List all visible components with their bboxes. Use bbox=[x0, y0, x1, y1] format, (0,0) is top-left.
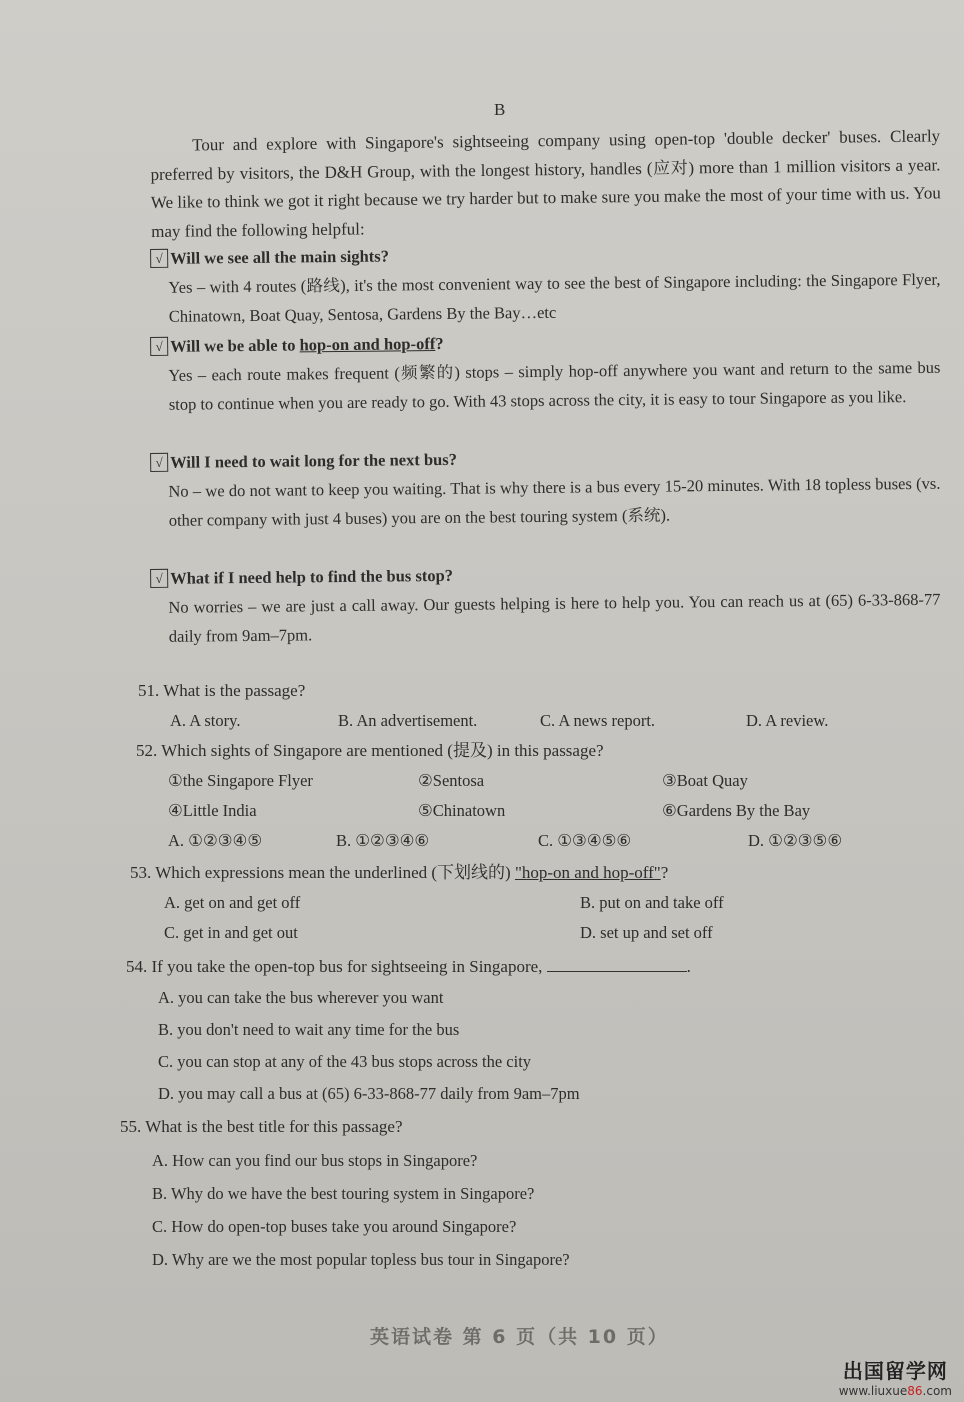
option-c[interactable]: C. A news report. bbox=[540, 711, 656, 730]
faq-answer: No – we do not want to keep you waiting. That is why there is a bus every 15-20 minutes. With 18 topless buses (vs. other company with just 4 buses) you are on the best touring system (系统). bbox=[168, 473, 941, 530]
watermark-url: www.liuxue86.com bbox=[838, 1384, 952, 1398]
option-c[interactable]: C. you can stop at any of the 43 bus stops across the city bbox=[158, 1052, 532, 1071]
faq-item-4 bbox=[150, 556, 941, 651]
option-b[interactable]: B. An advertisement. bbox=[338, 711, 478, 730]
check-box-icon: √ bbox=[150, 569, 168, 588]
faq-question: Will I need to wait long for the next bus? bbox=[170, 449, 458, 472]
question-51-options bbox=[170, 706, 828, 736]
option-c[interactable]: C. get in and get out bbox=[164, 923, 298, 942]
sight-item: ①the Singapore Flyer bbox=[168, 771, 313, 790]
sight-item: ③Boat Quay bbox=[662, 771, 748, 790]
option-d[interactable]: D. you may call a bus at (65) 6-33-868-77 daily from 9am–7pm bbox=[158, 1084, 580, 1103]
faq-answer: No worries – we are just a call away. Our guests helping is here to help you. You can reach us at (65) 6-33-868-77 daily from 9am–7pm. bbox=[168, 589, 941, 646]
option-a[interactable]: A. A story. bbox=[170, 711, 241, 730]
faq-question: Will we be able to hop-on and hop-off? bbox=[170, 333, 444, 356]
check-box-icon: √ bbox=[150, 249, 168, 268]
question-52: 52. Which sights of Singapore are mentioned (提及) in this passage? bbox=[136, 741, 604, 760]
option-d[interactable]: D. ①②③⑤⑥ bbox=[748, 831, 843, 850]
faq-item-3 bbox=[150, 440, 941, 535]
sight-item: ⑤Chinatown bbox=[418, 801, 506, 820]
option-b[interactable]: B. you don't need to wait any time for the bus bbox=[158, 1020, 460, 1039]
section-letter: B bbox=[494, 100, 506, 119]
option-b[interactable]: B. put on and take off bbox=[580, 893, 724, 912]
page-footer: 英语试卷 第 6 页（共 10 页） bbox=[370, 1326, 669, 1348]
option-a[interactable]: A. How can you find our bus stops in Singapore? bbox=[152, 1151, 478, 1170]
check-box-icon: √ bbox=[150, 453, 168, 472]
site-watermark bbox=[839, 1355, 952, 1398]
question-51: 51. What is the passage? bbox=[138, 681, 306, 700]
question-54: 54. If you take the open-top bus for sightseeing in Singapore, . bbox=[126, 952, 691, 981]
option-d[interactable]: D. Why are we the most popular topless bus tour in Singapore? bbox=[152, 1250, 570, 1269]
faq-answer: Yes – each route makes frequent (频繁的) stops – simply hop-off anywhere you want and return to the same bus stop to continue when you are ready to go. With 43 stops across the city, it is easy to tour Singapore as you like. bbox=[168, 357, 941, 414]
faq-item-2 bbox=[150, 324, 941, 419]
question-53-options bbox=[164, 888, 724, 948]
check-box-icon: √ bbox=[150, 337, 168, 356]
question-52-items bbox=[168, 766, 842, 856]
question-55: 55. What is the best title for this passage? bbox=[120, 1117, 403, 1136]
option-d[interactable]: D. set up and set off bbox=[580, 923, 713, 942]
question-55-options bbox=[152, 1144, 570, 1276]
faq-question: What if I need help to find the bus stop? bbox=[170, 565, 454, 588]
underlined-phrase: "hop-on and hop-off" bbox=[514, 863, 661, 882]
option-c[interactable]: C. How do open-top buses take you around Singapore? bbox=[152, 1217, 517, 1236]
faq-answer: Yes – with 4 routes (路线), it's the most convenient way to see the best of Singapore including: the Singapore Flyer, Chinatown, Boat Quay, Sentosa, Gardens By the Bay…etc bbox=[168, 269, 941, 326]
sight-item: ④Little India bbox=[168, 801, 257, 820]
option-a[interactable]: A. get on and get off bbox=[164, 893, 301, 912]
sight-item: ⑥Gardens By the Bay bbox=[662, 801, 811, 820]
intro-paragraph: Tour and explore with Singapore's sightseeing company using open-top 'double decker' buses. Clearly preferred by visitors, the D&H Group, with the longest history, handles (应对) more than 1 million visitors a year. We like to think we got it right because we try harder but to make sure you make the most of your time with us. You may find the following helpful: bbox=[150, 126, 941, 241]
option-b[interactable]: B. ①②③④⑥ bbox=[336, 831, 430, 850]
sight-item: ②Sentosa bbox=[418, 771, 485, 790]
option-a[interactable]: A. ①②③④⑤ bbox=[168, 831, 263, 850]
option-c[interactable]: C. ①③④⑤⑥ bbox=[538, 831, 632, 850]
question-54-options bbox=[158, 982, 580, 1110]
answer-blank[interactable] bbox=[547, 953, 687, 972]
option-a[interactable]: A. you can take the bus wherever you want bbox=[158, 988, 444, 1007]
faq-item-1 bbox=[150, 236, 941, 331]
option-b[interactable]: B. Why do we have the best touring system in Singapore? bbox=[152, 1184, 535, 1203]
faq-question: Will we see all the main sights? bbox=[170, 246, 390, 268]
underlined-phrase: hop-on and hop-off bbox=[299, 334, 436, 355]
option-d[interactable]: D. A review. bbox=[746, 711, 829, 730]
watermark-title: 出国留学网 bbox=[842, 1359, 948, 1383]
question-53: 53. Which expressions mean the underlined (下划线的) "hop-on and hop-off"? bbox=[130, 863, 669, 882]
